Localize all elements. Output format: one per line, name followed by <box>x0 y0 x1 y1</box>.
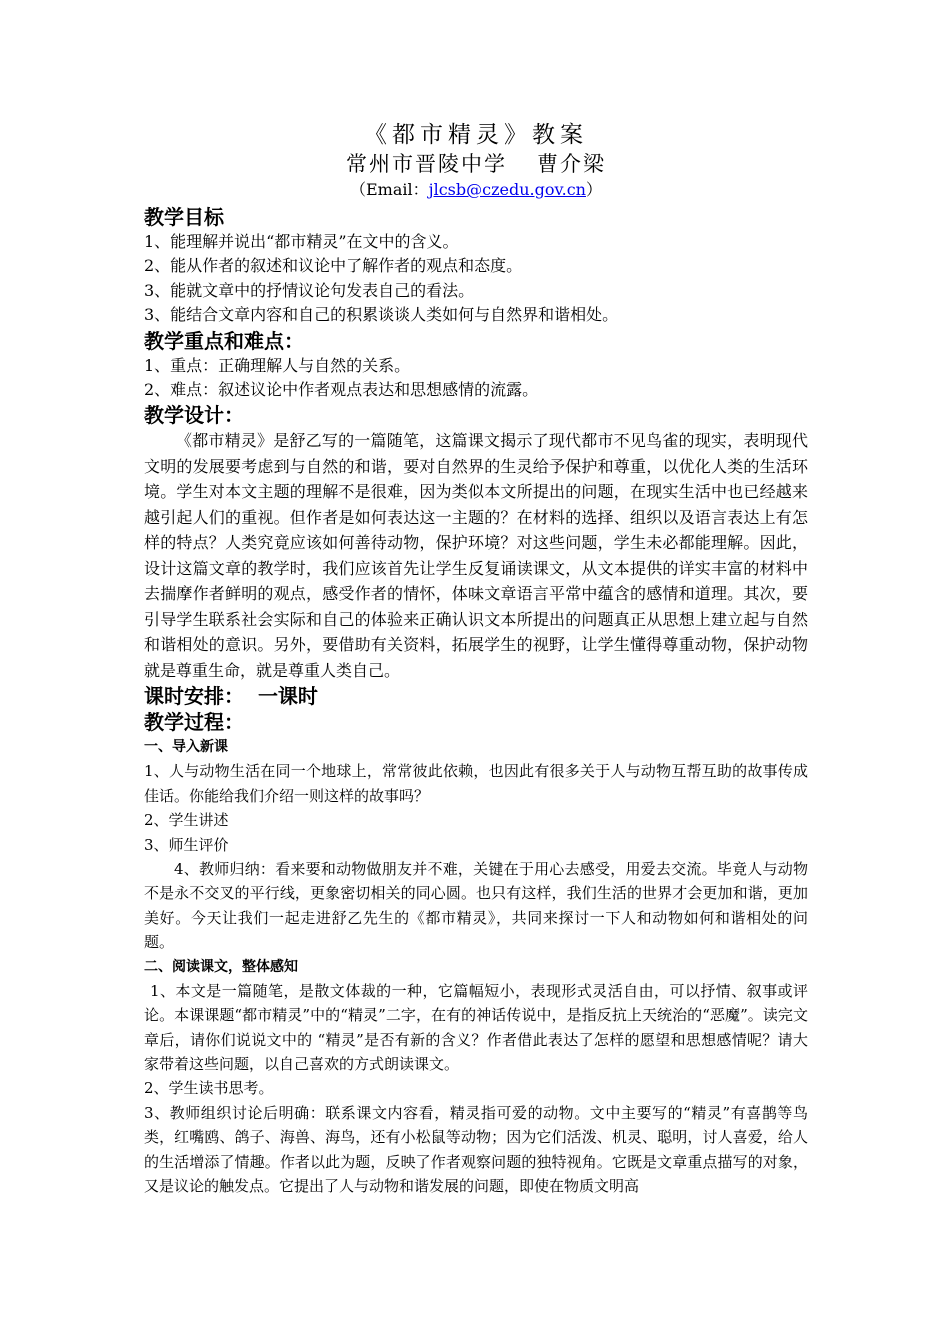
author-name: 曹介梁 <box>537 152 606 176</box>
process-paragraph: 2、学生读书思考。 <box>144 1079 274 1098</box>
goal-item: 3、能就文章中的抒情议论句发表自己的看法。 <box>144 280 475 300</box>
goal-item: 2、能从作者的叙述和议论中了解作者的观点和态度。 <box>144 256 523 276</box>
process-paragraph: 3、教师组织讨论后明确：联系课文内容看，精灵指可爱的动物。文中主要写的“精灵”有喜鹊等鸟类，红嘴鸥、鸽子、海兽、海鸟，还有小松鼠等动物；因为它们活泼、机灵、聪明，讨人喜爱，给人的生活增添了情趣。作者以此为题，反映了作者观察问题的独特视角。它既是文章重点描写的对象，又是议论的触发点。它提出了人与动物和谐发展的问题，即使在物质文明高 <box>144 1103 808 1195</box>
process-paragraph: 3、师生评价 <box>144 835 229 854</box>
section-title: 一、导入新课 <box>144 739 228 756</box>
document-page <box>144 120 808 1198</box>
process-heading: 教学过程： <box>144 710 244 735</box>
email-link[interactable]: jlcsb@czedu.gov.cn <box>428 180 586 199</box>
design-heading: 教学设计： <box>144 403 244 428</box>
schedule-heading <box>144 683 808 709</box>
goal-item: 3、能结合文章内容和自己的积累谈谈人类如何与自然界和谐相处。 <box>144 305 619 325</box>
process-paragraph: 1、人与动物生活在同一个地球上，常常彼此依赖，也因此有很多关于人与动物互帮互助的故事传成佳话。你能给我们介绍一则这样的故事吗？ <box>144 762 808 805</box>
section-title: 二、阅读课文，整体感知 <box>144 958 298 975</box>
author-line <box>144 150 808 178</box>
email-prefix: （Email： <box>349 180 429 199</box>
design-paragraph: 《都市精灵》是舒乙写的一篇随笔，这篇课文揭示了现代都市不见鸟雀的现实，表明现代文明的发展要考虑到与自然的和谐，要对自然界的生灵给予保护和尊重，以优化人类的生活环境。学生对本文主题的理解不是很难，因为类似本文所提出的问题，在现实生活中也已经越来越引起人们的重视。但作者是如何表达这一主题的？在材料的选择、组织以及语言表达上有怎样的特点？人类究竟应该如何善待动物，保护环境？对这些问题，学生未必都能理解。因此，设计这篇文章的教学时，我们应该首先让学生反复诵读课文，从文本提供的详实丰富的材料中去揣摩作者鲜明的观点，感受作者的情怀，体味文章语言平常中蕴含的感情和道理。其次，要引导学生联系社会实际和自己的体验来正确认识文本所提出的问题真正从思想上建立起与自然和谐相处的意识。另外，要借助有关资料，拓展学生的视野，让学生懂得尊重动物，保护动物就是尊重生命，就是尊重人类自己。 <box>144 431 808 680</box>
document-title: 《都市精灵》教案 <box>364 122 588 148</box>
process-paragraph: 4、教师归纳：看来要和动物做朋友并不难，关键在于用心去感受，用爱去交流。毕竟人与动物不是永不交叉的平行线，更象密切相关的同心圆。也只有这样，我们生活的世界才会更加和谐，更加美好。今天让我们一起走进舒乙先生的《都市精灵》，共同来探讨一下人和动物如何和谐相处的问题。 <box>144 860 808 952</box>
goal-item: 1、能理解并说出“都市精灵”在文中的含义。 <box>144 232 459 251</box>
email-suffix: ） <box>585 180 602 199</box>
school-name: 常州市晋陵中学 <box>346 152 507 176</box>
key-point-item: 1、重点：正确理解人与自然的关系。 <box>144 355 411 375</box>
schedule-label: 课时安排： <box>144 684 244 709</box>
process-paragraph: 1、本文是一篇随笔，是散文体裁的一种，它篇幅短小，表现形式灵活自由，可以抒情、叙事或评论。本课课题“都市精灵”中的“精灵”二字，在有的神话传说中，是指反抗上天统治的“恶魔”。读完文章后，请你们说说文中的 “精灵”是否有新的含义？作者借此表达了怎样的愿望和思想感情呢？请大家带着这些问题，以自己喜欢的方式朗读课文。 <box>144 981 808 1073</box>
email-line <box>144 178 808 202</box>
key-point-item: 2、难点：叙述议论中作者观点表达和思想感情的流露。 <box>144 380 539 400</box>
goals-heading: 教学目标 <box>144 205 224 229</box>
schedule-value: 一课时 <box>257 684 318 709</box>
key-points-heading: 教学重点和难点： <box>144 328 304 353</box>
process-paragraph: 2、学生讲述 <box>144 811 229 830</box>
